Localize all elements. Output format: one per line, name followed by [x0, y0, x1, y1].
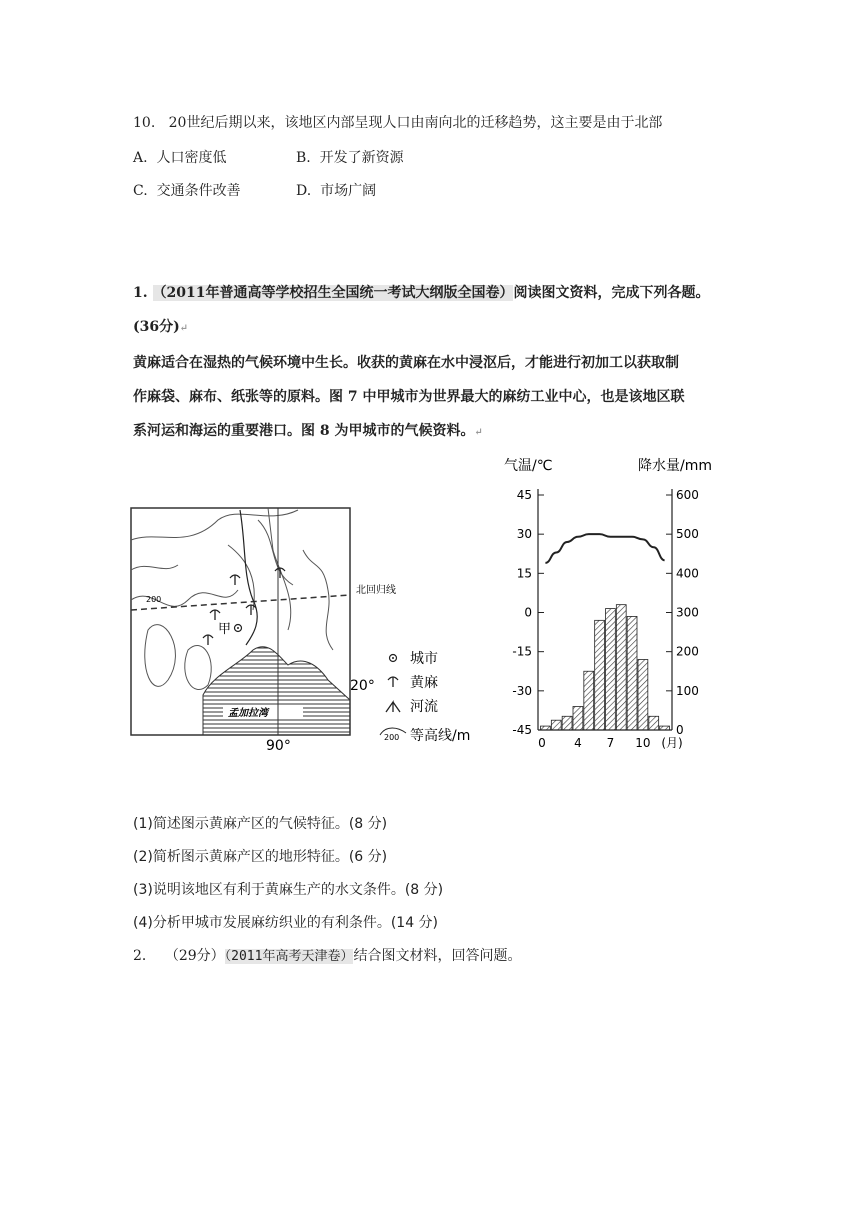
precipitation-bar [584, 671, 594, 730]
contour-value-label: 200 [146, 595, 162, 604]
river [240, 510, 257, 645]
legend-river: 河流 [410, 699, 438, 715]
y-left-tick-label: -30 [512, 683, 532, 698]
city-jia-label: 甲 [218, 622, 232, 637]
q10-number: 10. [133, 115, 156, 131]
legend-contour: 等高线/m [410, 728, 471, 744]
q1-header [133, 282, 709, 302]
temperature-line [545, 534, 664, 563]
q10-option-c [133, 180, 241, 200]
q1-subquestion-2: (2)简析图示黄麻产区的地形特征。(6 分) [133, 849, 388, 865]
q2-number: 2． [133, 948, 156, 964]
precipitation-bar [551, 720, 561, 730]
q1-number: 1. [133, 285, 148, 301]
y-right-tick-label: 500 [676, 527, 699, 542]
river-icon [386, 702, 400, 712]
y-left-tick-label: -15 [512, 644, 532, 659]
q2-header [133, 945, 521, 965]
y-axis-right-label: 降水量/mm [638, 458, 712, 474]
latitude-label: 20° [350, 678, 375, 694]
map-legend [380, 651, 470, 744]
q1-subquestion-4: (4)分析甲城市发展麻纺织业的有利条件。(14 分) [133, 915, 439, 931]
y-left-tick-label: 15 [516, 566, 532, 581]
q10-stem-text: 20世纪后期以来，该地区内部呈现人口由南向北的迁移趋势，这主要是由于北部 [168, 115, 663, 131]
precipitation-bar [562, 716, 572, 730]
jute-icon [203, 568, 285, 645]
x-tick-label: 10 [635, 736, 651, 750]
tropic-label: 北回归线 [356, 585, 396, 596]
q1-source: （2011年普通高等学校招生全国统一考试大纲版全国卷） [152, 285, 514, 301]
y-left-tick-label: 30 [516, 527, 532, 542]
q1-score: (36分) [133, 319, 180, 335]
precipitation-bar [660, 726, 670, 730]
option-letter: A. [133, 150, 148, 166]
q2-source: （2011年高考天津卷） [224, 949, 354, 964]
legend-contour-sample: 200 [384, 733, 400, 742]
x-axis-label: (月) [661, 736, 683, 750]
option-text: 开发了新资源 [319, 150, 404, 166]
y-right-tick-label: 200 [676, 644, 699, 659]
y-right-tick-label: 600 [676, 488, 699, 502]
q10-option-d [296, 180, 376, 200]
climate-chart [492, 450, 732, 755]
y-left-tick-label: 0 [524, 605, 532, 620]
precipitation-bar [616, 605, 626, 730]
precipitation-bar [606, 609, 616, 730]
precipitation-bar [595, 620, 605, 730]
precipitation-bar [627, 616, 637, 730]
y-axis-left-label: 气温/℃ [504, 458, 553, 474]
q1-instruction: 阅读图文资料，完成下列各题。 [513, 285, 710, 301]
y-left-tick-label: 45 [516, 488, 532, 502]
paragraph-mark: ↵ [179, 323, 189, 334]
bay-of-bengal [203, 647, 350, 735]
city-dot-center [392, 657, 394, 659]
y-right-tick-label: 300 [676, 605, 699, 620]
bay-label: 孟加拉湾 [228, 708, 268, 719]
option-text: 交通条件改善 [156, 183, 241, 199]
passage-text: 系河运和海运的重要港口。图 8 为甲城市的气候资料。 [133, 423, 475, 439]
q1-subquestion-1: (1)简述图示黄麻产区的气候特征。(8 分) [133, 816, 388, 832]
q10-stem [133, 112, 662, 132]
legend-jute: 黄麻 [410, 675, 438, 691]
q2-instruction: 结合图文材料，回答问题。 [353, 948, 522, 964]
option-text: 人口密度低 [156, 150, 227, 166]
y-right-tick-label: 0 [676, 723, 684, 737]
legend-city: 城市 [410, 651, 438, 667]
precipitation-bar [649, 716, 659, 730]
q1-score-line [133, 316, 188, 336]
q10-option-b [296, 147, 404, 167]
q1-subquestion-3: (3)说明该地区有利于黄麻生产的水文条件。(8 分) [133, 882, 444, 898]
x-tick-label: 7 [606, 736, 615, 750]
option-letter: C. [133, 183, 148, 199]
q1-passage-line-3 [133, 420, 483, 440]
x-tick-label: 4 [574, 736, 582, 750]
tropic-of-cancer-line [131, 595, 350, 610]
q10-option-a [133, 147, 226, 167]
option-letter: D. [296, 183, 312, 199]
longitude-label: 90° [266, 738, 291, 750]
q1-passage-line-2: 作麻袋、麻布、纸张等的原料。图 7 中甲城市为世界最大的麻纺工业中心，也是该地区联 [133, 389, 685, 405]
jute-icon [388, 677, 398, 687]
city-dot-center [237, 627, 239, 629]
y-left-tick-label: -45 [512, 723, 532, 737]
chart-axes [538, 489, 672, 730]
option-letter: B. [296, 150, 311, 166]
precipitation-bars [541, 605, 670, 730]
precipitation-bar [573, 707, 583, 731]
option-text: 市场广阔 [320, 183, 377, 199]
q1-passage-line-1: 黄麻适合在湿热的气候环境中生长。收获的黄麻在水中浸沤后，才能进行初加工以获取制 [133, 355, 679, 371]
y-right-tick-label: 100 [676, 683, 699, 698]
paragraph-mark: ↵ [474, 427, 483, 438]
jute-region-map [128, 450, 488, 750]
x-tick-label: 0 [538, 736, 546, 750]
y-right-tick-label: 400 [676, 566, 699, 581]
precipitation-bar [541, 726, 551, 730]
precipitation-bar [638, 660, 648, 731]
q2-score: （29分） [164, 948, 225, 964]
